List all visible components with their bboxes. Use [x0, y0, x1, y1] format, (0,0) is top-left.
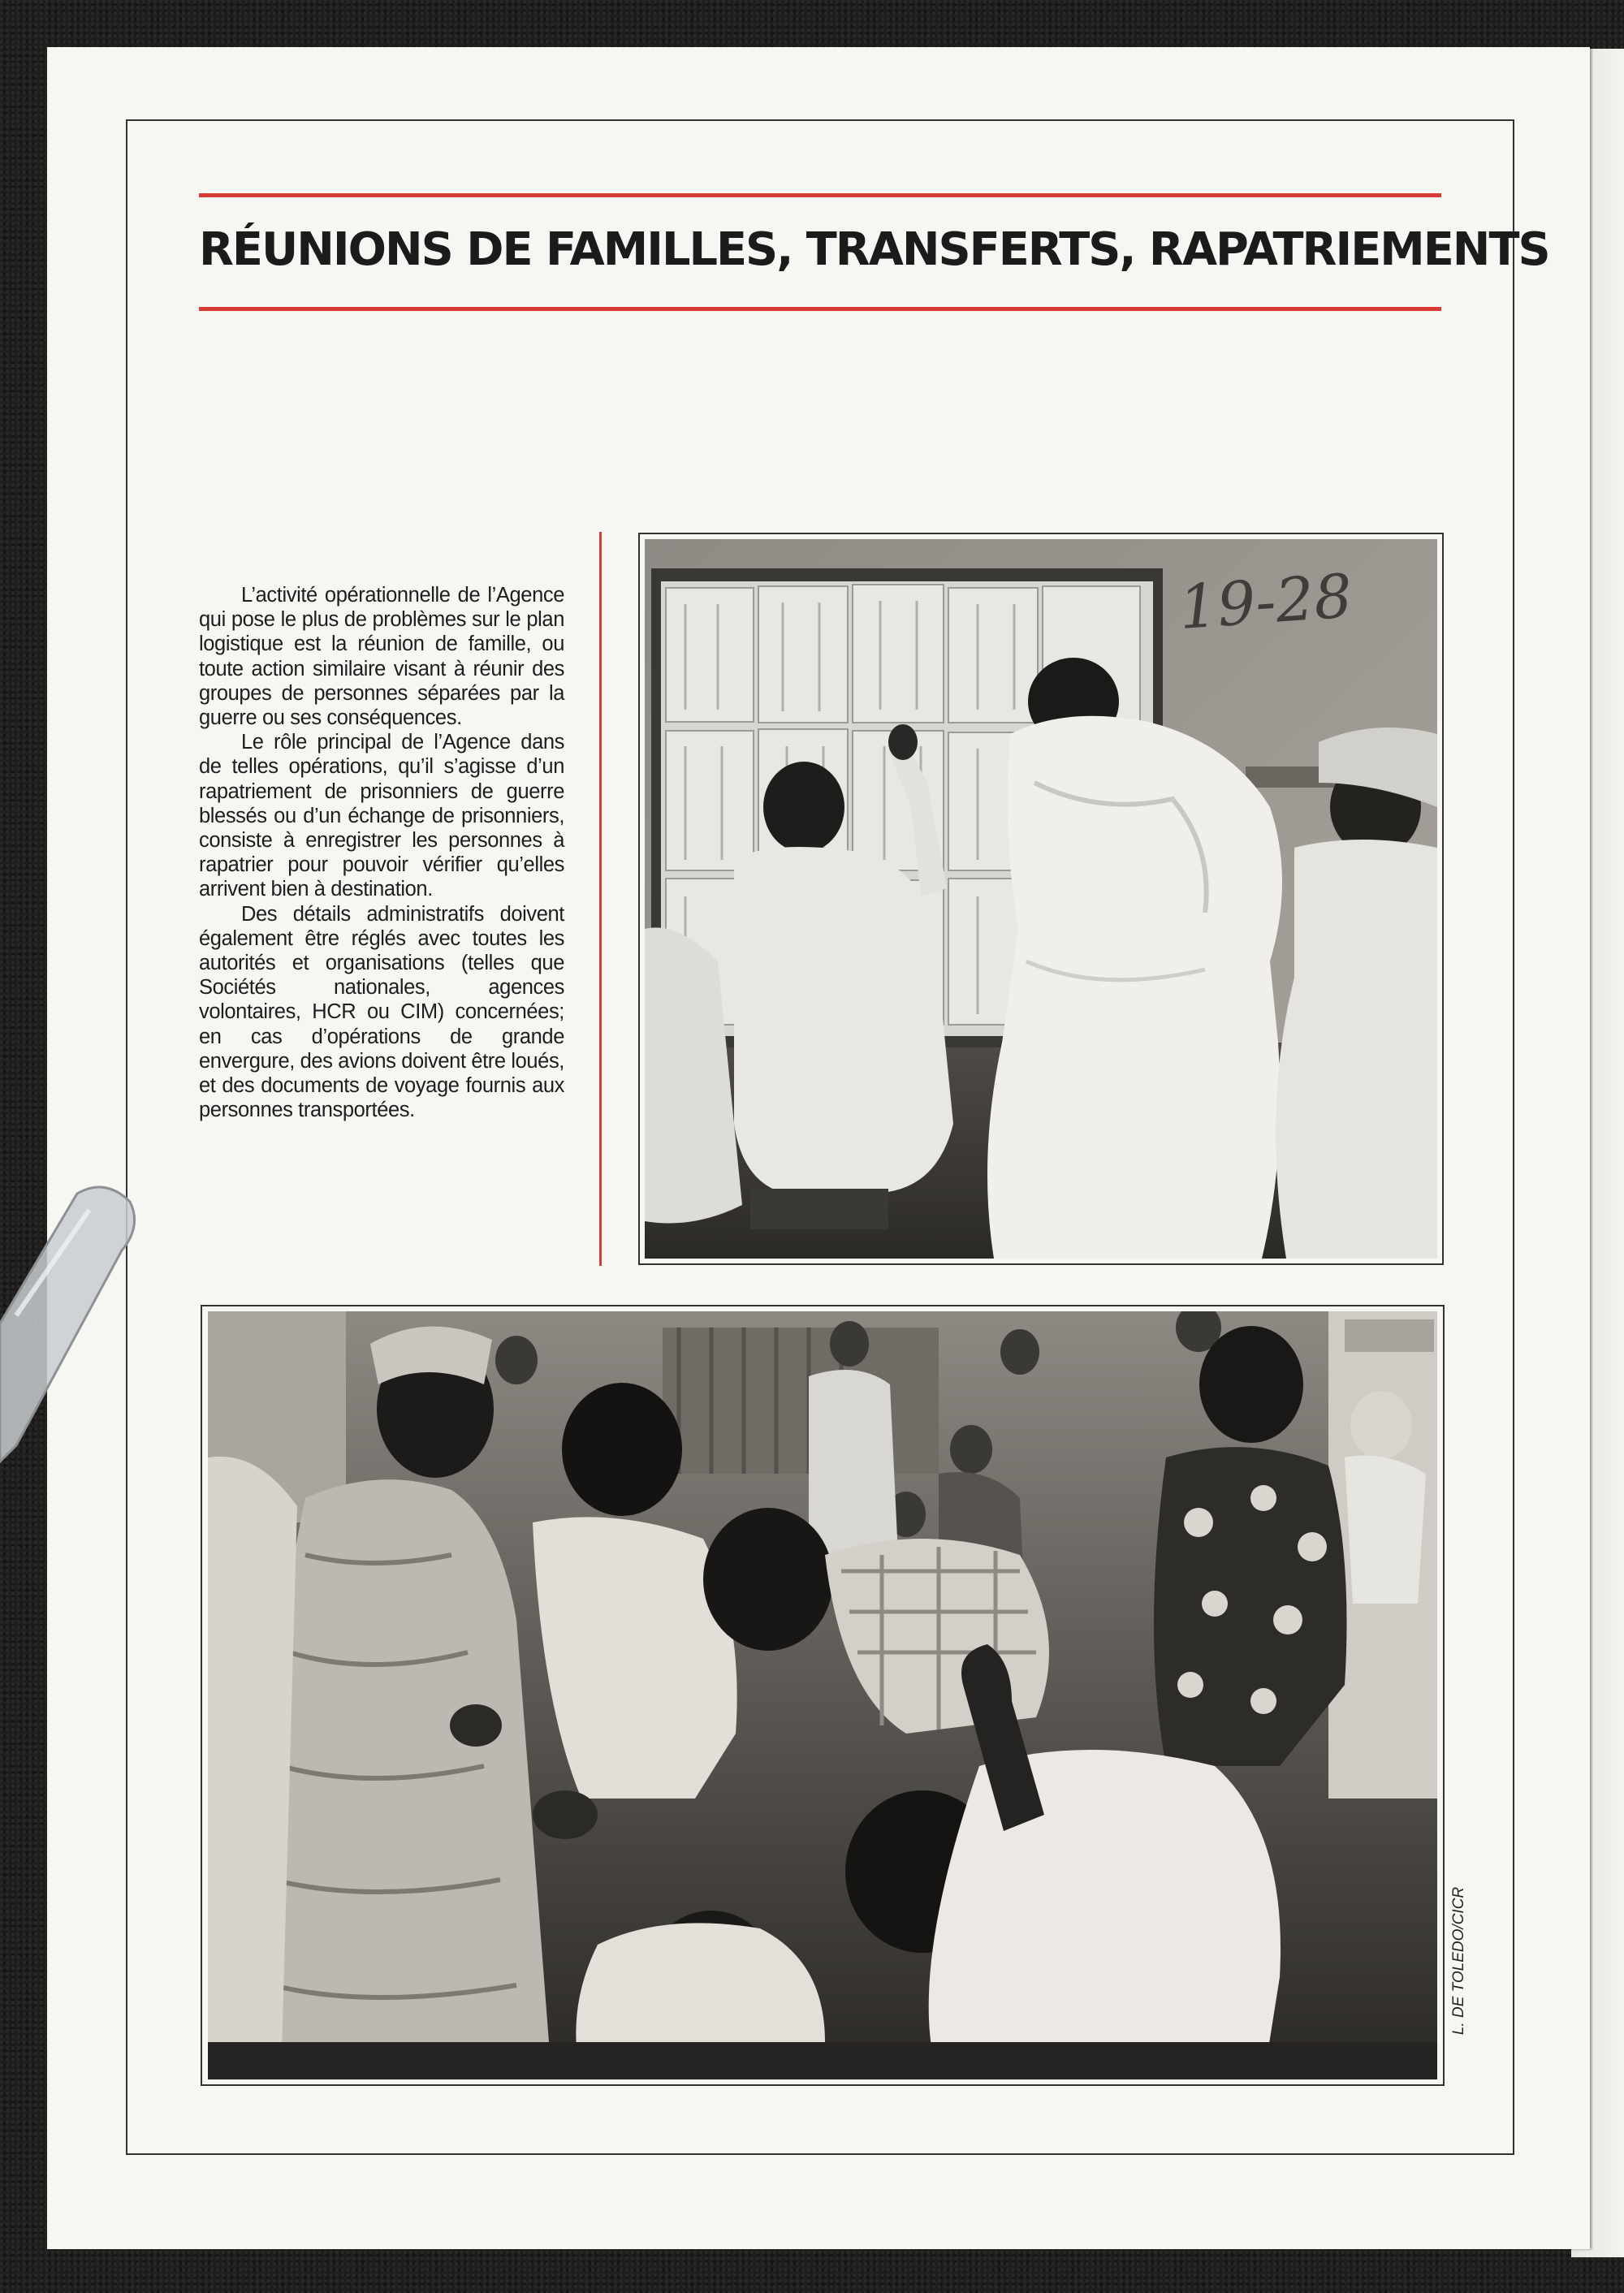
title-rule-top: [199, 193, 1441, 197]
page-title: RÉUNIONS DE FAMILLES, TRANSFERTS, RAPATRIEMENTS: [199, 223, 1549, 276]
article-body: [199, 583, 564, 1122]
paragraph-2: Le rôle principal de l’Agence dans de telles opérations, qu’il s’agisse d’un rapatriement de prisonniers de guerre blessés ou d’un échange de prisonniers, consiste à enregistrer les personnes à rapatrier pour pouvoir vérifier qu’elles arrivent bien à destination.: [199, 731, 564, 901]
paragraph-1: L’activité opérationnelle de l’Agence qui pose le plus de problèmes sur le plan logistique est la réunion de famille, ou toute action similaire visant à réunir des groupes de personnes séparées par la guerre ou ses conséquences.: [199, 584, 564, 730]
title-rule-bottom: [199, 307, 1441, 311]
wall-writing-text: 19-28: [1177, 561, 1355, 643]
paragraph-3: Des détails administratifs doivent également être réglés avec toutes les autorités et organisations (telles que Sociétés nationales, agences volontaires, HCR ou CIM) concernées; en cas d’opérations de grande envergure, des avions doivent être loués, et des documents de voyage fournis aux personnes transportées.: [199, 902, 564, 1122]
photo-notice-board: [645, 539, 1437, 1259]
photo-credit-text: L. DE TOLEDO/CICR: [1450, 1886, 1467, 2036]
photo-credit: [1443, 1827, 1475, 2095]
photo-family-reunion: [208, 1311, 1437, 2079]
plastic-bookmark: [0, 1185, 138, 1494]
column-divider-rule: [599, 532, 602, 1266]
